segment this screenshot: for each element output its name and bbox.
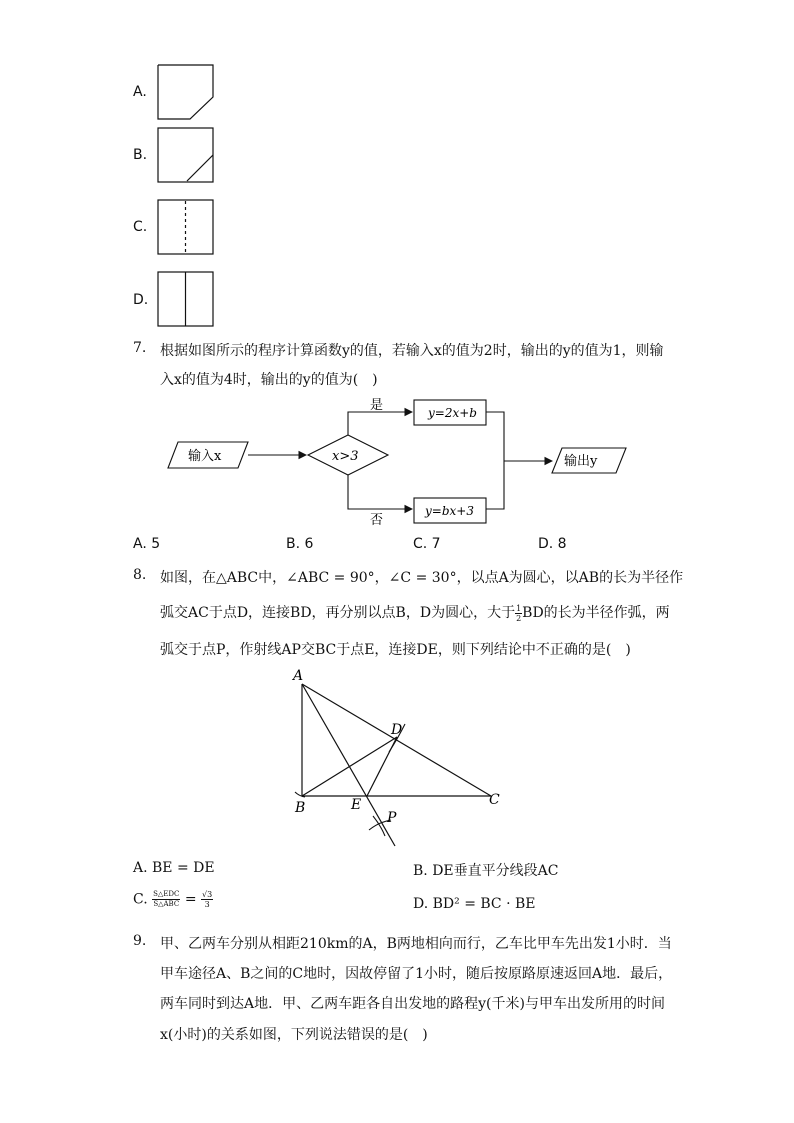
q7-flowchart [160, 392, 640, 532]
q8-label-e: E [351, 797, 362, 813]
q9-line-1: 甲、乙两车分别从相距210km的A，B两地相向而行，乙车比甲车先出发1小时．当 [160, 936, 672, 952]
q9-line-2: 甲车途径A、B之间的C地时，因故停留了1小时，随后按原路原速返回A地．最后， [160, 966, 673, 982]
q8-figure [285, 664, 515, 854]
q8-option-b: B. DE垂直平分线段AC [413, 863, 559, 879]
q8-option-d: D. BD² = BC · BE [413, 896, 536, 912]
q9-line-4: x(小时)的关系如图，下列说法错误的是( ) [160, 1027, 428, 1043]
q7-line-2: 入x的值为4时，输出的y的值为( ) [160, 372, 378, 388]
q7-number: 7. [133, 340, 147, 356]
q8-option-a: A. BE = DE [133, 860, 215, 876]
q7-yes-formula: y=2x+b [428, 406, 477, 420]
q6-option-a-label: A. [133, 84, 147, 100]
q8-option-c: C. $\frac{\text{S△EDC}}{\text{S△ABC}}$ = $\frac{√3}{3}$ [133, 890, 213, 909]
q6-option-b-figure [157, 127, 215, 183]
q7-option-c: C. 7 [413, 536, 441, 552]
q7-option-a: A. 5 [133, 536, 161, 552]
q8-line-2: 弧交AC于点D，连接BD，再分别以点B，D为圆心，大于 $\frac{1}{2}$ BD的长为半径作弧，两 [160, 603, 670, 623]
q6-option-d-label: D. [133, 292, 149, 308]
q7-no-label: 否 [370, 513, 384, 528]
q6-option-c-label: C. [133, 219, 148, 235]
q8-fraction-half: $\frac{1}{2}$ [516, 603, 522, 623]
q8-label-p: P [387, 810, 397, 826]
q9-number: 9. [133, 933, 147, 949]
q7-input-text: 输入x [188, 449, 222, 464]
q9-line-3: 两车同时到达A地．甲、乙两车距各自出发地的路程y(千米)与甲车出发所用的时间 [160, 996, 665, 1012]
q6-option-a-figure [157, 64, 215, 120]
q8-line-1: 如图，在△ABC中，∠ABC = 90°，∠C = 30°，以点A为圆心，以AB的长为半径作 [160, 570, 684, 586]
q6-option-b-label: B. [133, 147, 148, 163]
q8-label-a: A [293, 668, 304, 684]
q7-yes-label: 是 [370, 398, 384, 413]
q8-line-3: 弧交于点P，作射线AP交BC于点E，连接DE，则下列结论中不正确的是( ) [160, 642, 631, 658]
q7-condition-text: x>3 [332, 449, 359, 464]
q7-option-b: B. 6 [286, 536, 314, 552]
q6-option-d-figure [157, 271, 215, 327]
q7-line-1: 根据如图所示的程序计算函数y的值，若输入x的值为2时，输出的y的值为1，则输 [160, 343, 664, 359]
q8-label-d: D [391, 722, 403, 738]
q7-option-d: D. 8 [538, 536, 567, 552]
q7-no-formula: y=bx+3 [425, 504, 474, 518]
q6-option-c-figure [157, 199, 215, 255]
q8-label-b: B [295, 800, 306, 816]
q7-output-text: 输出y [564, 454, 598, 469]
q8-number: 8. [133, 567, 147, 583]
q8-label-c: C [489, 792, 500, 808]
